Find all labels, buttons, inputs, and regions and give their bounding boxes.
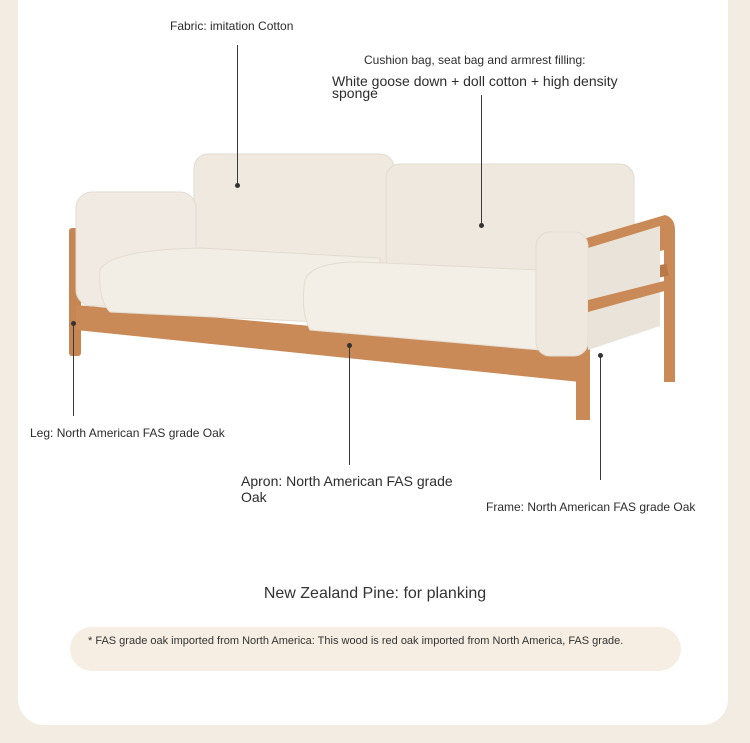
planking-heading: New Zealand Pine: for planking [263, 585, 487, 602]
footnote-text: * FAS grade oak imported from North America: This wood is red oak imported from North America, FAS grade. [88, 635, 624, 647]
leg-label: Leg: North American FAS grade Oak [30, 426, 225, 440]
callout-dot [598, 353, 603, 358]
cushion-detail-label: White goose down + doll cotton + high density sponge [332, 73, 618, 101]
callout-dot [235, 183, 240, 188]
callout-dot [71, 321, 76, 326]
callout-dot [347, 343, 352, 348]
armrest-right [536, 232, 588, 356]
fabric-callout-line [237, 45, 238, 185]
frame-label: Frame: North American FAS grade Oak [486, 500, 696, 514]
footnote-box [70, 627, 681, 671]
frame-callout-line [600, 355, 601, 480]
callout-dot [479, 223, 484, 228]
apron-callout-line [349, 345, 350, 465]
leg-callout-line [73, 323, 74, 416]
apron-label: Apron: North American FAS grade Oak [241, 473, 453, 505]
back-cushion-left [194, 154, 394, 264]
cushion-callout-line [481, 95, 482, 225]
cushion-title-label: Cushion bag, seat bag and armrest filling: [364, 53, 586, 67]
fabric-label: Fabric: imitation Cotton [170, 19, 294, 33]
